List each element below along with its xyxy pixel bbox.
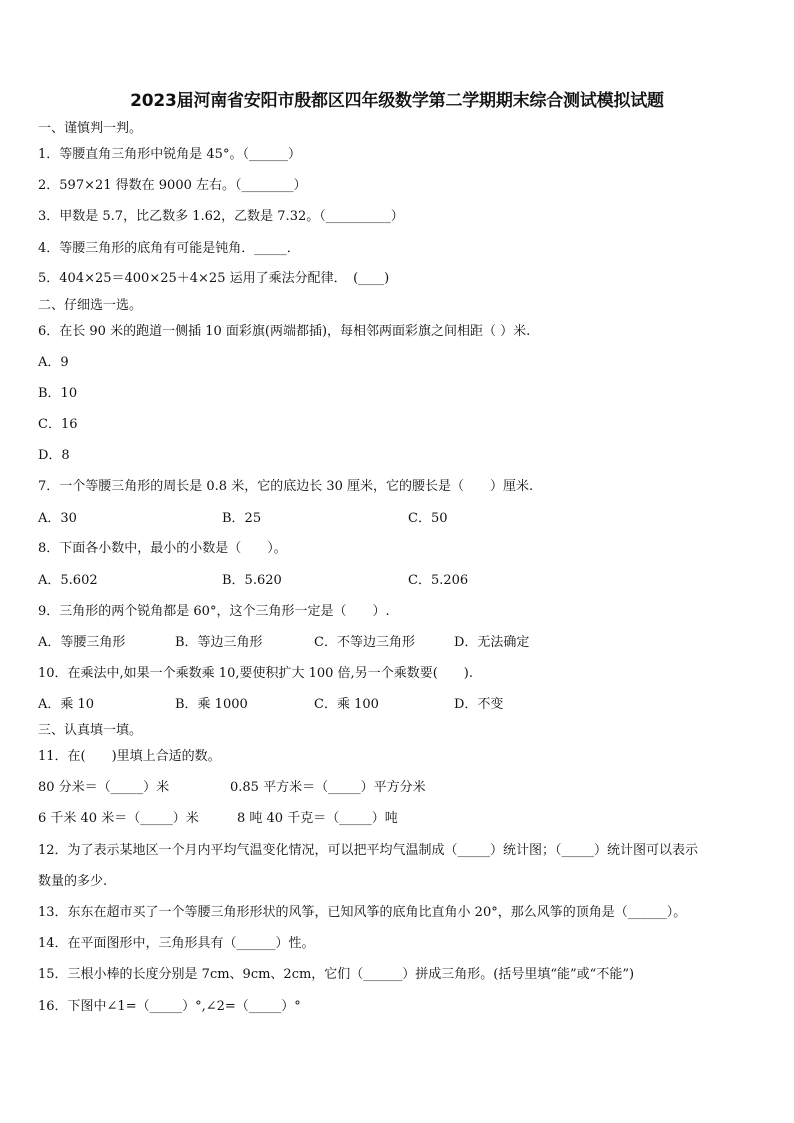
question-14: 14．在平面图形中，三角形具有（______）性。 <box>38 936 315 951</box>
question-4: 4．等腰三角形的底角有可能是钝角．_____． <box>38 241 300 256</box>
question-9-option-a: A．等腰三角形 <box>38 635 126 650</box>
question-9-option-b: B．等边三角形 <box>175 635 263 650</box>
question-1: 1．等腰直角三角形中锐角是 45°。（______） <box>38 147 301 162</box>
question-16: 16．下图中∠1=（_____）°,∠2=（_____）° <box>38 999 301 1014</box>
question-15: 15．三根小棒的长度分别是 7cm、9cm、2cm，它们（______）拼成三角形。(括号里填“能”或“不能”) <box>38 967 635 982</box>
question-10-option-a: A．乘 10 <box>38 697 95 712</box>
question-12-line-2: 数量的多少. <box>38 874 108 889</box>
question-12-line-1: 12．为了表示某地区一个月内平均气温变化情况，可以把平均气温制成（_____）统计图；（_____）统计图可以表示 <box>38 843 699 858</box>
question-10-stem: 10．在乘法中,如果一个乘数乘 10,要使积扩大 100 倍,另一个乘数要( ). <box>38 666 473 681</box>
question-8-option-b: B．5.620 <box>222 573 282 588</box>
question-13: 13．东东在超市买了一个等腰三角形形状的风筝，已知风筝的底角比直角小 20°，那么风筝的顶角是（______）。 <box>38 905 687 920</box>
question-11-stem: 11．在( )里填上合适的数。 <box>38 749 221 764</box>
section-heading-3: 三、认真填一填。 <box>38 723 143 738</box>
question-11-item-2: 0.85 平方米＝（_____）平方分米 <box>230 780 426 795</box>
question-7-option-c: C．50 <box>408 511 448 526</box>
question-8-option-a: A．5.602 <box>38 573 98 588</box>
question-6-option-d: D．8 <box>38 448 70 463</box>
question-5: 5．404×25＝400×25＋4×25 运用了乘法分配律． (____) <box>38 271 390 286</box>
question-6-option-b: B．10 <box>38 386 78 401</box>
question-11-item-3: 6 千米 40 米＝（_____）米 <box>38 811 199 826</box>
section-heading-1: 一、谨慎判一判。 <box>38 121 143 136</box>
question-7-option-b: B．25 <box>222 511 262 526</box>
question-7-stem: 7．一个等腰三角形的周长是 0.8 米，它的底边长 30 厘米，它的腰长是（ ）厘米. <box>38 479 534 494</box>
question-6-stem: 6．在长 90 米的跑道一侧插 10 面彩旗(两端都插)，每相邻两面彩旗之间相距（ ）米. <box>38 324 531 339</box>
question-9-stem: 9．三角形的两个锐角都是 60°，这个三角形一定是（ ）. <box>38 604 390 619</box>
question-6-option-c: C．16 <box>38 417 78 432</box>
section-heading-2: 二、仔细选一选。 <box>38 298 143 313</box>
question-6-option-a: A．9 <box>38 355 69 370</box>
question-7-option-a: A．30 <box>38 511 77 526</box>
question-11-item-1: 80 分米＝（_____）米 <box>38 780 170 795</box>
question-3: 3．甲数是 5.7，比乙数多 1.62，乙数是 7.32。（__________） <box>38 209 404 224</box>
question-2: 2．597×21 得数在 9000 左右。（________） <box>38 178 307 193</box>
question-10-option-d: D．不变 <box>454 697 504 712</box>
question-9-option-d: D．无法确定 <box>454 635 530 650</box>
page-title: 2023届河南省安阳市殷都区四年级数学第二学期期末综合测试模拟试题 <box>130 91 664 111</box>
question-10-option-c: C．乘 100 <box>314 697 379 712</box>
question-9-option-c: C．不等边三角形 <box>314 635 415 650</box>
question-8-option-c: C．5.206 <box>408 573 469 588</box>
question-10-option-b: B．乘 1000 <box>175 697 248 712</box>
question-11-item-4: 8 吨 40 千克＝（_____）吨 <box>237 811 398 826</box>
question-8-stem: 8．下面各小数中，最小的小数是（ ）。 <box>38 541 287 556</box>
